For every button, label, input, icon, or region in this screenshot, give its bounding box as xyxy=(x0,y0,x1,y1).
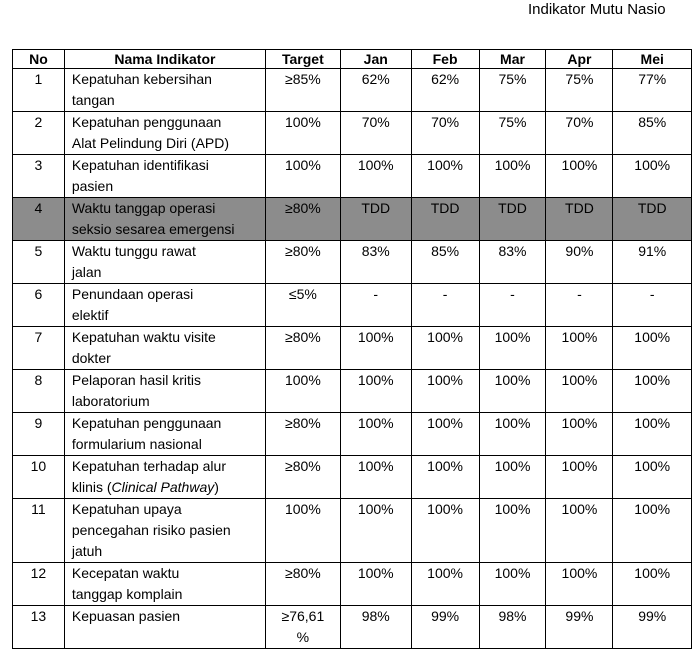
cell-feb: TDD xyxy=(411,198,479,241)
cell-mei: 85% xyxy=(613,112,692,155)
cell-indicator-name: Kepatuhan penggunaan formularium nasional xyxy=(64,413,265,456)
cell-mei: 91% xyxy=(613,241,692,284)
table-row xyxy=(13,284,692,327)
cell-feb: 100% xyxy=(411,155,479,198)
cell-feb: 100% xyxy=(411,327,479,370)
cell-indicator-name: Kepatuhan penggunaan Alat Pelindung Diri (APD) xyxy=(64,112,265,155)
cell-mei: 100% xyxy=(613,456,692,499)
cell-feb: 100% xyxy=(411,499,479,563)
cell-apr: 100% xyxy=(546,456,613,499)
cell-apr: 70% xyxy=(546,112,613,155)
cell-feb: 100% xyxy=(411,456,479,499)
cell-feb: 100% xyxy=(411,370,479,413)
header-jan: Jan xyxy=(340,50,411,69)
cell-target: ≥80% xyxy=(265,241,340,284)
cell-no: 9 xyxy=(13,413,65,456)
cell-no: 13 xyxy=(13,606,65,649)
cell-jan: 100% xyxy=(340,370,411,413)
cell-apr: 75% xyxy=(546,69,613,112)
header-target: Target xyxy=(265,50,340,69)
cell-mar: 75% xyxy=(479,69,546,112)
cell-apr: 100% xyxy=(546,563,613,606)
cell-mar: 75% xyxy=(479,112,546,155)
cell-jan: 62% xyxy=(340,69,411,112)
cell-no: 6 xyxy=(13,284,65,327)
cell-indicator-name: Kepatuhan identifikasi pasien xyxy=(64,155,265,198)
cell-jan: 100% xyxy=(340,563,411,606)
cell-no: 7 xyxy=(13,327,65,370)
cell-jan: 98% xyxy=(340,606,411,649)
cell-target: 100% xyxy=(265,499,340,563)
cell-mar: 100% xyxy=(479,563,546,606)
page-title: Indikator Mutu Nasio xyxy=(528,1,666,18)
cell-apr: 90% xyxy=(546,241,613,284)
header-mei: Mei xyxy=(613,50,692,69)
cell-no: 11 xyxy=(13,499,65,563)
cell-mei: 100% xyxy=(613,155,692,198)
cell-indicator-name: Kepatuhan terhadap alur klinis (Clinical Pathway) xyxy=(64,456,265,499)
cell-jan: TDD xyxy=(340,198,411,241)
cell-no: 3 xyxy=(13,155,65,198)
cell-mei: 100% xyxy=(613,413,692,456)
cell-mei: 99% xyxy=(613,606,692,649)
cell-apr: 99% xyxy=(546,606,613,649)
cell-target: ≥80% xyxy=(265,563,340,606)
cell-feb: 100% xyxy=(411,563,479,606)
cell-mei: 100% xyxy=(613,370,692,413)
cell-target: ≤5% xyxy=(265,284,340,327)
cell-apr: 100% xyxy=(546,327,613,370)
cell-feb: 62% xyxy=(411,69,479,112)
cell-apr: 100% xyxy=(546,413,613,456)
cell-no: 5 xyxy=(13,241,65,284)
cell-target: 100% xyxy=(265,370,340,413)
table-row xyxy=(13,413,692,456)
table-header-row xyxy=(13,50,692,69)
table-row xyxy=(13,606,692,649)
cell-mar: 100% xyxy=(479,413,546,456)
cell-no: 4 xyxy=(13,198,65,241)
cell-indicator-name: Kecepatan waktu tanggap komplain xyxy=(64,563,265,606)
cell-no: 1 xyxy=(13,69,65,112)
cell-indicator-name: Kepatuhan upaya pencegahan risiko pasien jatuh xyxy=(64,499,265,563)
cell-apr: 100% xyxy=(546,370,613,413)
cell-indicator-name: Penundaan operasi elektif xyxy=(64,284,265,327)
cell-feb: 85% xyxy=(411,241,479,284)
cell-mei: 100% xyxy=(613,563,692,606)
header-apr: Apr xyxy=(546,50,613,69)
table-row xyxy=(13,456,692,499)
cell-no: 8 xyxy=(13,370,65,413)
cell-jan: 100% xyxy=(340,456,411,499)
cell-target: ≥80% xyxy=(265,413,340,456)
cell-apr: - xyxy=(546,284,613,327)
cell-feb: 100% xyxy=(411,413,479,456)
table-row xyxy=(13,198,692,241)
cell-jan: 100% xyxy=(340,413,411,456)
cell-apr: 100% xyxy=(546,499,613,563)
cell-no: 12 xyxy=(13,563,65,606)
table-row xyxy=(13,563,692,606)
cell-target: ≥80% xyxy=(265,456,340,499)
cell-feb: - xyxy=(411,284,479,327)
cell-mar: 83% xyxy=(479,241,546,284)
table-row xyxy=(13,370,692,413)
cell-mar: 100% xyxy=(479,370,546,413)
cell-target: 100% xyxy=(265,155,340,198)
cell-target: ≥80% xyxy=(265,198,340,241)
cell-no: 2 xyxy=(13,112,65,155)
cell-apr: 100% xyxy=(546,155,613,198)
cell-mar: - xyxy=(479,284,546,327)
cell-no: 10 xyxy=(13,456,65,499)
cell-jan: 100% xyxy=(340,327,411,370)
table-row xyxy=(13,327,692,370)
cell-mei: - xyxy=(613,284,692,327)
cell-jan: 100% xyxy=(340,155,411,198)
cell-feb: 99% xyxy=(411,606,479,649)
cell-mar: 100% xyxy=(479,155,546,198)
cell-target: ≥80% xyxy=(265,327,340,370)
cell-indicator-name: Kepatuhan kebersihan tangan xyxy=(64,69,265,112)
cell-jan: 83% xyxy=(340,241,411,284)
cell-mei: TDD xyxy=(613,198,692,241)
cell-mei: 100% xyxy=(613,327,692,370)
cell-mar: 100% xyxy=(479,499,546,563)
table-row xyxy=(13,112,692,155)
cell-jan: 70% xyxy=(340,112,411,155)
cell-mar: 100% xyxy=(479,327,546,370)
cell-mar: 100% xyxy=(479,456,546,499)
cell-mei: 100% xyxy=(613,499,692,563)
cell-jan: 100% xyxy=(340,499,411,563)
cell-mar: 98% xyxy=(479,606,546,649)
header-feb: Feb xyxy=(411,50,479,69)
indicator-table xyxy=(12,49,692,649)
table-row xyxy=(13,241,692,284)
table-row xyxy=(13,499,692,563)
cell-indicator-name: Waktu tanggap operasi seksio sesarea emergensi xyxy=(64,198,265,241)
cell-feb: 70% xyxy=(411,112,479,155)
cell-target: ≥76,61 % xyxy=(265,606,340,649)
cell-target: ≥85% xyxy=(265,69,340,112)
cell-indicator-name: Pelaporan hasil kritis laboratorium xyxy=(64,370,265,413)
cell-indicator-name: Kepatuhan waktu visite dokter xyxy=(64,327,265,370)
cell-indicator-name: Waktu tunggu rawat jalan xyxy=(64,241,265,284)
cell-mei: 77% xyxy=(613,69,692,112)
header-nama-indikator: Nama Indikator xyxy=(64,50,265,69)
table-row xyxy=(13,69,692,112)
cell-apr: TDD xyxy=(546,198,613,241)
cell-indicator-name: Kepuasan pasien xyxy=(64,606,265,649)
cell-jan: - xyxy=(340,284,411,327)
header-mar: Mar xyxy=(479,50,546,69)
cell-mar: TDD xyxy=(479,198,546,241)
header-no: No xyxy=(13,50,65,69)
table-row xyxy=(13,155,692,198)
cell-target: 100% xyxy=(265,112,340,155)
